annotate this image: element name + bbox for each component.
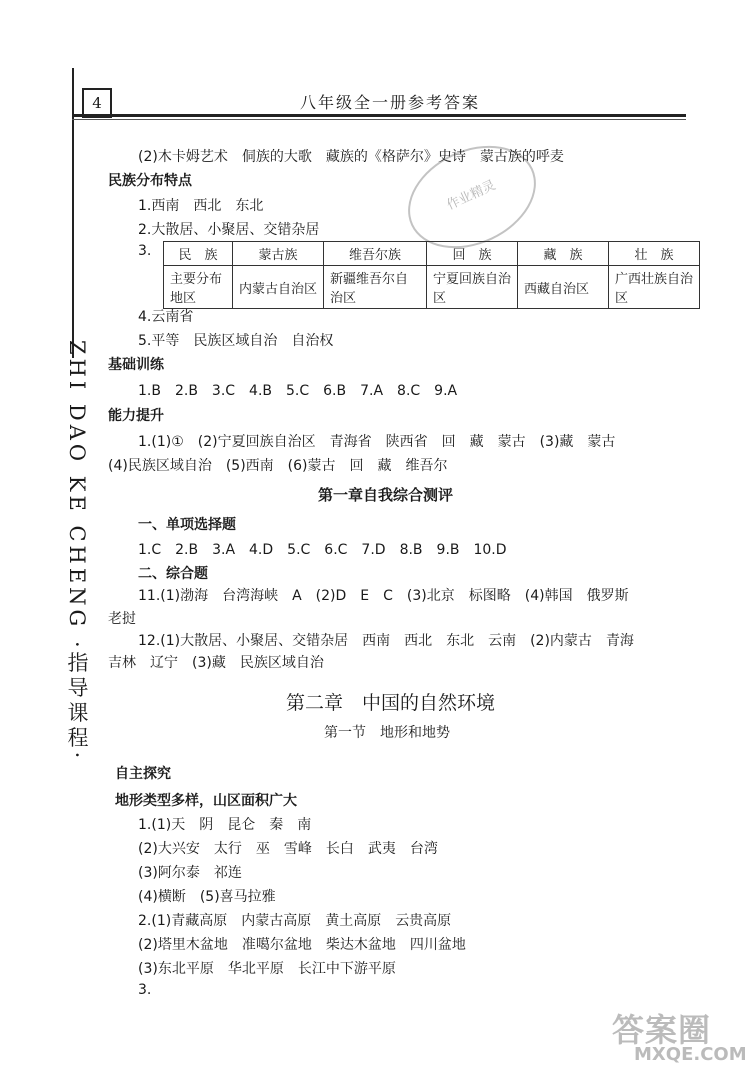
text-line: 老挝 xyxy=(108,611,136,627)
text-line: 1.(1)天 阴 昆仑 秦 南 xyxy=(138,817,312,833)
header-title: 八年级全一册参考答案 xyxy=(300,93,481,112)
table-header-cell: 回 族 xyxy=(427,242,518,266)
text-line: (2)塔里木盆地 准噶尔盆地 柴达木盆地 四川盆地 xyxy=(138,937,466,953)
text-line: (3)阿尔泰 祁连 xyxy=(138,865,242,881)
table-header-cell: 维吾尔族 xyxy=(324,242,427,266)
chapter-title: 第二章 中国的自然环境 xyxy=(286,692,496,714)
section-title: 第一节 地形和地势 xyxy=(324,725,450,741)
section-heading: 基础训练 xyxy=(108,357,164,373)
text-line: 2.大散居、小聚居、交错杂居 xyxy=(138,222,320,238)
stamp-seal: 作业精灵 xyxy=(391,126,552,268)
table-header-row xyxy=(164,242,700,266)
text-line: 11.(1)渤海 台湾海峡 A (2)D E C (3)北京 标图略 (4)韩国 俄罗斯 xyxy=(138,588,629,604)
table-cell: 西藏自治区 xyxy=(518,266,609,309)
table-header-cell: 藏 族 xyxy=(518,242,609,266)
table-row xyxy=(164,266,700,309)
text-line: 1.B 2.B 3.C 4.B 5.C 6.B 7.A 8.C 9.A xyxy=(138,383,458,399)
table-header-cell: 民 族 xyxy=(164,242,233,266)
watermark-logo: 答案圈 xyxy=(612,1011,712,1049)
chapter-test-title: 第一章自我综合测评 xyxy=(318,486,454,504)
section-heading: 自主探究 xyxy=(115,766,171,782)
side-vertical-text: ZHI DAO KE CHENG ·指导课程· xyxy=(65,340,89,763)
section-heading: 二、综合题 xyxy=(138,566,208,582)
watermark-url: MXQE.COM xyxy=(634,1044,747,1065)
text-line: 1.C 2.B 3.A 4.D 5.C 6.C 7.D 8.B 9.B 10.D xyxy=(138,542,507,558)
section-heading: 能力提升 xyxy=(108,408,164,424)
text-line: 1.(1)① (2)宁夏回族自治区 青海省 陕西省 回 藏 蒙古 (3)藏 蒙古 xyxy=(138,434,616,450)
table-cell: 新疆维吾尔自治区 xyxy=(324,266,427,309)
header-rule xyxy=(72,114,686,117)
text-line: 3. xyxy=(138,982,152,998)
text-line: (4)横断 (5)喜马拉雅 xyxy=(138,889,276,905)
text-line: 4.云南省 xyxy=(138,309,194,325)
text-line: (2)木卡姆艺术 侗族的大歌 藏族的《格萨尔》史诗 蒙古族的呼麦 xyxy=(138,149,564,165)
text-line: 2.(1)青藏高原 内蒙古高原 黄土高原 云贵高原 xyxy=(138,913,452,929)
table-header-cell: 壮 族 xyxy=(609,242,700,266)
header-rule-thin xyxy=(72,119,686,120)
subsection-heading: 地形类型多样，山区面积广大 xyxy=(115,793,297,809)
section-heading: 一、单项选择题 xyxy=(138,517,236,533)
text-line: 12.(1)大散居、小聚居、交错杂居 西南 西北 东北 云南 (2)内蒙古 青海 xyxy=(138,633,634,649)
table-cell: 宁夏回族自治区 xyxy=(427,266,518,309)
table-cell: 主要分布地区 xyxy=(164,266,233,309)
table-header-cell: 蒙古族 xyxy=(233,242,324,266)
text-line: 吉林 辽宁 (3)藏 民族区域自治 xyxy=(108,655,324,671)
text-line: (4)民族区域自治 (5)西南 (6)蒙古 回 藏 维吾尔 xyxy=(108,458,448,474)
text-line: (2)大兴安 太行 巫 雪峰 长白 武夷 台湾 xyxy=(138,841,438,857)
table-cell: 内蒙古自治区 xyxy=(233,266,324,309)
page-number: 4 xyxy=(82,88,112,118)
text-line: 3. xyxy=(138,243,152,259)
ethnic-table xyxy=(163,241,700,309)
text-line: (3)东北平原 华北平原 长江中下游平原 xyxy=(138,961,396,977)
section-heading: 民族分布特点 xyxy=(108,173,192,189)
text-line: 5.平等 民族区域自治 自治权 xyxy=(138,333,334,349)
table-cell: 广西壮族自治区 xyxy=(609,266,700,309)
text-line: 1.西南 西北 东北 xyxy=(138,198,264,214)
margin-bar xyxy=(72,68,74,358)
